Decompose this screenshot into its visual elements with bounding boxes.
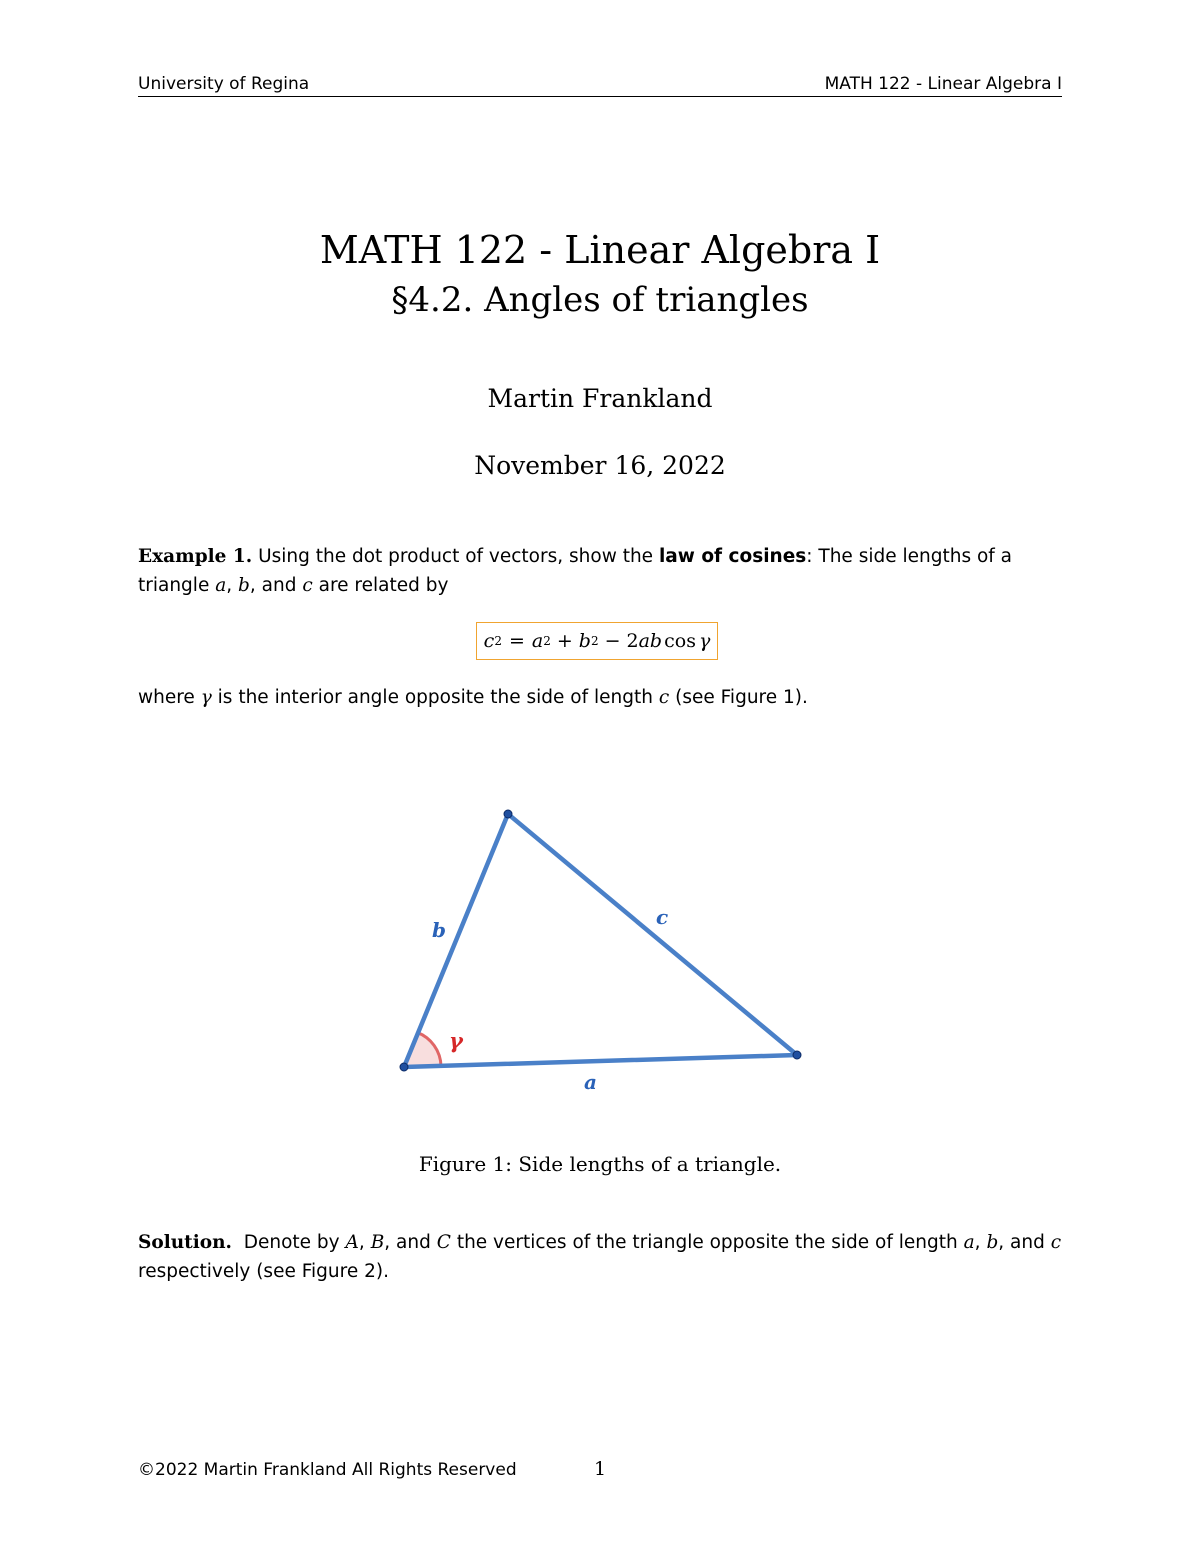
- document-subtitle: §4.2. Angles of triangles: [391, 280, 809, 320]
- var-b: b: [986, 1232, 999, 1253]
- where-text: ).: [794, 687, 808, 708]
- formula-plus: +: [556, 630, 573, 652]
- vertex-point: [504, 810, 512, 818]
- angle-label-gamma: γ: [449, 1028, 463, 1053]
- header-rule: [138, 96, 1062, 97]
- formula-exponent: 2: [590, 634, 599, 648]
- side-label-c: c: [656, 905, 669, 929]
- where-text: is the interior angle opposite the side of length: [217, 687, 653, 708]
- where-text: (see: [675, 687, 715, 708]
- copyright-notice: [138, 1460, 517, 1480]
- vertex-point: [400, 1063, 408, 1071]
- law-of-cosines-term: law of cosines: [658, 546, 807, 567]
- vertex-A: A: [345, 1232, 359, 1253]
- document-title: MATH 122 - Linear Algebra I: [319, 228, 881, 272]
- formula-c: c: [483, 630, 495, 652]
- formula-a: a: [531, 630, 544, 652]
- var-a: a: [215, 575, 227, 596]
- copyright-symbol: ©: [138, 1460, 155, 1480]
- where-text: where: [138, 687, 195, 708]
- formula-exponent: 2: [543, 634, 551, 648]
- solution-label: Solution.: [138, 1232, 232, 1253]
- formula-b: b: [578, 630, 591, 652]
- separator: ,: [226, 575, 233, 596]
- separator: ,: [974, 1232, 981, 1253]
- solution-paragraph: [138, 1228, 1062, 1286]
- vertex-C: C: [436, 1232, 451, 1253]
- formula-cos: cos: [664, 630, 696, 652]
- formula-ab: ab: [638, 630, 663, 652]
- figure-2-reference[interactable]: Figure 2: [301, 1261, 376, 1282]
- var-c: c: [1050, 1232, 1062, 1253]
- solution-text: Denote by: [243, 1232, 340, 1253]
- example-text: are related by: [318, 575, 449, 596]
- law-of-cosines-formula: [476, 622, 718, 660]
- formula-equals: =: [508, 630, 525, 652]
- side-label-b: b: [432, 918, 446, 942]
- separator: , and: [249, 575, 297, 596]
- copyright-text: 2022 Martin Frankland All Rights Reserved: [155, 1460, 517, 1480]
- side-label-a: a: [584, 1070, 597, 1094]
- formula-gamma: γ: [698, 630, 711, 652]
- formula-coefficient: 2: [626, 630, 639, 652]
- example-paragraph: [138, 542, 1062, 600]
- triangle-figure: [380, 790, 820, 1110]
- var-b: b: [238, 575, 250, 596]
- solution-text: respectively (see: [138, 1261, 296, 1282]
- solution-text: ).: [375, 1261, 389, 1282]
- separator: , and: [384, 1232, 431, 1253]
- var-gamma: γ: [200, 687, 212, 708]
- formula-minus: −: [604, 630, 621, 652]
- separator: ,: [358, 1232, 365, 1253]
- var-a: a: [963, 1232, 975, 1253]
- separator: , and: [998, 1232, 1045, 1253]
- author-name: Martin Frankland: [487, 384, 713, 413]
- example-label: Example 1.: [138, 546, 253, 567]
- running-header-institution: University of Regina: [138, 74, 310, 94]
- side-a: [404, 1055, 797, 1067]
- figure-1-reference[interactable]: Figure 1: [720, 687, 795, 708]
- vertex-B: B: [370, 1232, 385, 1253]
- var-c: c: [302, 575, 313, 596]
- figure-caption: Figure 1: Side lengths of a triangle.: [418, 1152, 782, 1176]
- example-text: Using the dot product of vectors, show the: [258, 546, 654, 567]
- running-header-course: MATH 122 - Linear Algebra I: [824, 74, 1062, 94]
- var-c: c: [658, 687, 670, 708]
- formula-exponent: 2: [494, 634, 502, 648]
- side-c: [508, 814, 797, 1055]
- example-text: : The side lengths of a triangle: [138, 546, 1013, 596]
- page-number: 1: [594, 1458, 607, 1480]
- solution-text: the vertices of the triangle opposite the side of length: [456, 1232, 958, 1253]
- where-paragraph: [138, 683, 1062, 712]
- document-date: November 16, 2022: [474, 451, 726, 480]
- vertex-point: [793, 1051, 801, 1059]
